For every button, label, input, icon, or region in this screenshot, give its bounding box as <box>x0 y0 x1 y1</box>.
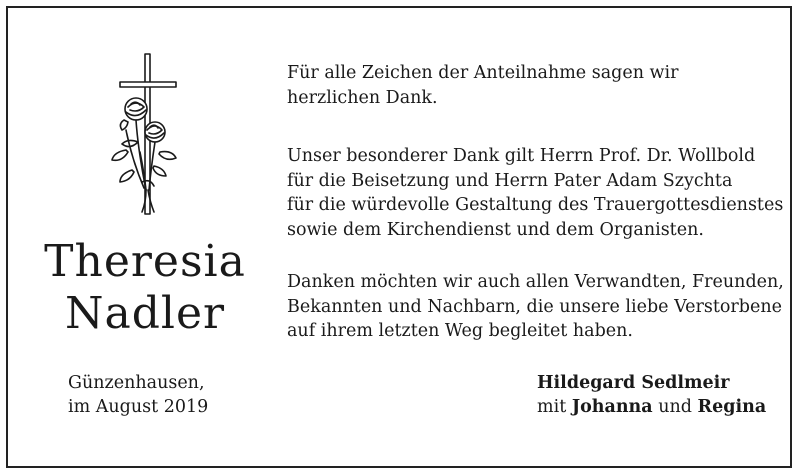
message-line: sowie dem Kirchendienst und dem Organisten. <box>287 219 704 240</box>
signature-name-2: Regina <box>697 397 767 417</box>
signature-connector: und <box>658 397 692 417</box>
message-line: für die würdevolle Gestaltung des Trauergottesdienstes <box>287 195 784 215</box>
message-paragraph-2 <box>287 144 783 242</box>
deceased-name <box>20 236 270 340</box>
deceased-first-name: Theresia <box>44 236 246 287</box>
message-paragraph-3 <box>287 270 784 344</box>
message-line: Danken möchten wir auch allen Verwandten, Freunden, <box>287 272 784 292</box>
message-line: Für alle Zeichen der Anteilnahme sagen wir <box>287 63 679 83</box>
signature-name-1: Johanna <box>571 397 653 417</box>
signature-prefix: mit <box>537 397 567 417</box>
signature-main: Hildegard Sedlmeir <box>537 373 730 393</box>
signature <box>537 371 766 419</box>
message-line: für die Beisetzung und Herrn Pater Adam Szychta <box>287 170 733 191</box>
message-line: Bekannten und Nachbarn, die unsere liebe Verstorbene <box>287 296 782 317</box>
deceased-last-name: Nadler <box>64 288 226 339</box>
signature-family-line <box>537 395 766 419</box>
message-line: herzlichen Dank. <box>287 87 438 108</box>
message-line: auf ihrem letzten Weg begleitet haben. <box>287 321 633 341</box>
message-paragraph-1 <box>287 61 678 110</box>
place-line: Günzenhausen, <box>68 373 205 393</box>
place-date <box>68 371 208 419</box>
cross-with-roses-icon <box>102 52 198 222</box>
message-line: Unser besonderer Dank gilt Herrn Prof. Dr. Wollbold <box>287 146 756 166</box>
date-line: im August 2019 <box>68 397 209 417</box>
